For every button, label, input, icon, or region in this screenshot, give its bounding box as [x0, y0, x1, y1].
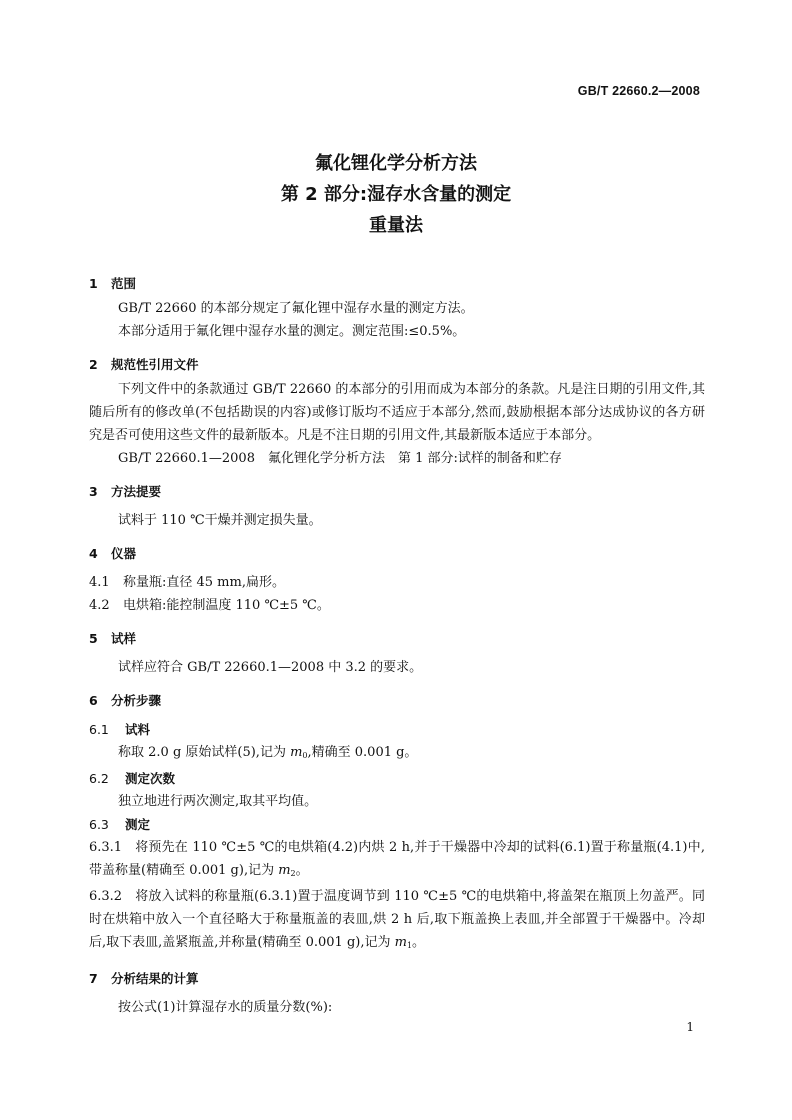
paragraph: 本部分适用于氟化锂中湿存水量的测定。测定范围:≤0.5%。 — [118, 324, 466, 339]
title-line-1: 氟化锂化学分析方法 — [315, 153, 477, 174]
subsection-title: 测定次数 — [125, 771, 176, 786]
section-number: 2 — [89, 357, 98, 372]
symbol-m: m — [290, 745, 303, 760]
section-heading-normative-references — [89, 353, 705, 376]
symbol-m: m — [394, 935, 407, 950]
subsection-title: 测定 — [125, 817, 151, 832]
section-heading-procedure — [89, 689, 705, 712]
item-number: 4.1 — [89, 575, 110, 590]
section-title: 分析结果的计算 — [111, 971, 199, 986]
document-body — [89, 272, 705, 1019]
section-title: 范围 — [111, 276, 137, 291]
paragraph: 试料于 110 ℃干燥并测定损失量。 — [118, 513, 322, 528]
section-title: 仪器 — [111, 546, 137, 561]
section-title: 规范性引用文件 — [111, 357, 199, 372]
section-heading-apparatus — [89, 542, 705, 565]
section-title: 试样 — [111, 631, 137, 646]
section-number: 4 — [89, 546, 98, 561]
page-number: 1 — [686, 1020, 694, 1034]
section-number: 5 — [89, 631, 98, 646]
section-number: 1 — [89, 276, 98, 291]
subsection-heading-number-of-determinations — [89, 767, 705, 790]
title-line-3: 重量法 — [369, 215, 423, 236]
subsection-heading-test-portion — [89, 718, 705, 741]
title-line-2: 第 2 部分:湿存水含量的测定 — [280, 184, 512, 205]
section-number: 7 — [89, 971, 98, 986]
section-number: 3 — [89, 484, 98, 499]
procedure-step: 6.3.1 将预先在 110 ℃±5 ℃的电烘箱(4.2)内烘 2 h,并于干燥器中冷却的试料(6.1)置于称量瓶(4.1)中,带盖称量(精确至 0.001 g),记为 $m_2$。 — [89, 836, 705, 885]
step-number: 6.3.2 — [89, 889, 123, 904]
subsection-heading-determination — [89, 813, 705, 836]
apparatus-item — [89, 594, 705, 617]
item-text: 称量瓶:直径 45 mm,扁形。 — [123, 575, 285, 590]
subscript: 1 — [406, 941, 413, 950]
standard-code: GB/T 22660.2—2008 — [577, 84, 700, 98]
apparatus-item — [89, 571, 705, 594]
section-title: 分析步骤 — [111, 693, 162, 708]
section-heading-scope — [89, 272, 705, 295]
section-title: 方法提要 — [111, 484, 162, 499]
subscript: 0 — [302, 751, 308, 760]
item-number: 4.2 — [89, 598, 110, 613]
paragraph: GB/T 22660 的本部分规定了氟化锂中湿存水量的测定方法。 — [118, 301, 474, 316]
subsection-title: 试料 — [125, 722, 151, 737]
paragraph: 下列文件中的条款通过 GB/T 22660 的本部分的引用而成为本部分的条款。凡是注日期的引用文件,其随后所有的修改单(不包括勘误的内容)或修订版均不适应于本部分,然而,鼓励根据本部分达成协议的各方研究是否可使用这些文件的最新版本。凡是不注日期的引用文件,其最新版本适应于本部分。 — [89, 382, 705, 443]
step-number: 6.3.1 — [89, 840, 123, 855]
symbol-m: m — [278, 863, 291, 878]
paragraph: 称取 2.0 g 原始试样(5),记为 $m_0$,精确至 0.001 g。 — [118, 745, 418, 760]
paragraph: 试样应符合 GB/T 22660.1—2008 中 3.2 的要求。 — [118, 660, 423, 675]
document-title — [0, 148, 792, 241]
subsection-number: 6.3 — [89, 817, 109, 832]
paragraph: 独立地进行两次测定,取其平均值。 — [118, 794, 318, 809]
item-text: 电烘箱:能控制温度 110 ℃±5 ℃。 — [123, 598, 330, 613]
section-heading-calculation — [89, 967, 705, 990]
section-heading-method-summary — [89, 480, 705, 503]
section-number: 6 — [89, 693, 98, 708]
subsection-number: 6.1 — [89, 722, 109, 737]
subsection-number: 6.2 — [89, 771, 109, 786]
section-heading-sample — [89, 627, 705, 650]
subscript: 2 — [290, 869, 296, 878]
procedure-step: 6.3.2 将放入试料的称量瓶(6.3.1)置于温度调节到 110 ℃±5 ℃的电烘箱中,将盖架在瓶顶上勿盖严。同时在烘箱中放入一个直径略大于称量瓶盖的表皿,烘 2 h 后,取下瓶盖换上表皿,并全部置于干燥器中。冷却后,取下表皿,盖紧瓶盖,并称量(精确至 0.001 g),记为 $m_1$。 — [89, 885, 705, 957]
reference-entry: GB/T 22660.1—2008 氟化锂化学分析方法 第 1 部分:试样的制备和贮存 — [118, 451, 562, 466]
paragraph: 按公式(1)计算湿存水的质量分数(%): — [118, 1000, 333, 1015]
